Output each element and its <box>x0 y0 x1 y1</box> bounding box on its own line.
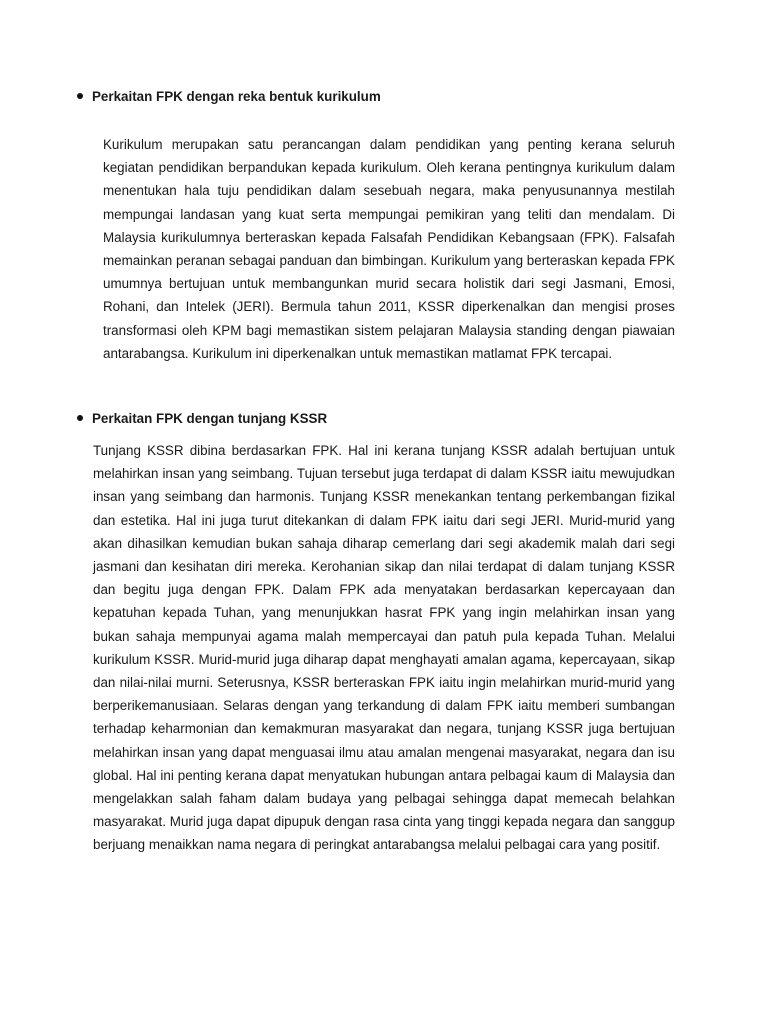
section-paragraph: Tunjang KSSR dibina berdasarkan FPK. Hal ini kerana tunjang KSSR adalah bertujuan untuk melahirkan insan yang seimbang. Tujuan tersebut juga terdapat di dalam KSSR iaitu mewujudkan insan yang seimbang dan harmonis. Tunjang KSSR menekankan tentang perkembangan fizikal dan estetika. Hal ini juga turut ditekankan di dalam FPK iaitu dari segi JERI. Murid-murid yang akan dihasilkan kemudian bukan sahaja diharap cemerlang dari segi akademik malah dari segi jasmani dan kesihatan diri mereka. Kerohanian sikap dan nilai terdapat di dalam tunjang KSSR dan begitu juga dengan FPK. Dalam FPK ada menyatakan berdasarkan kepercayaan dan kepatuhan kepada Tuhan, yang menunjukkan hasrat FPK yang ingin melahirkan insan yang bukan sahaja mempunyai agama malah mempercayai dan patuh pula kepada Tuhan. Melalui kurikulum KSSR. Murid-murid juga diharap dapat menghayati amalan agama, kepercayaan, sikap dan nilai-nilai murni. Seterusnya, KSSR berteraskan FPK iaitu ingin melahirkan murid-murid yang berperikemanusiaan. Selaras dengan yang terkandung di dalam FPK iaitu memberi sumbangan terhadap keharmonian dan kemakmuran masyarakat dan negara, tunjang KSSR juga bertujuan melahirkan insan yang dapat menguasai ilmu atau amalan mengenai masyarakat, negara dan isu global. Hal ini penting kerana dapat menyatukan hubungan antara pelbagai kaum di Malaysia dan mengelakkan salah faham dalam budaya yang pelbagai sehingga dapat memecah belahkan masyarakat. Murid juga dapat dipupuk dengan rasa cinta yang tinggi kepada negara dan sanggup berjuang menaikkan nama negara di peringkat antarabangsa melalui pelbagai cara yang positif. <box>93 443 675 853</box>
section-heading <box>77 408 768 428</box>
section-heading-text: Perkaitan FPK dengan tunjang KSSR <box>92 410 328 426</box>
section-fpk-tunjang-kssr <box>0 408 768 857</box>
section-heading-text: Perkaitan FPK dengan reka bentuk kurikulum <box>92 88 381 104</box>
section-fpk-reka-bentuk-kurikulum <box>0 86 768 365</box>
bullet-icon <box>77 415 83 421</box>
section-heading <box>77 86 768 106</box>
bullet-icon <box>77 93 83 99</box>
section-paragraph: Kurikulum merupakan satu perancangan dalam pendidikan yang penting kerana seluruh kegiatan pendidikan berpandukan kepada kurikulum. Oleh kerana pentingnya kurikulum dalam menentukan hala tuju pendidikan dalam sesebuah negara, maka penyusunannya mestilah mempungai landasan yang kuat serta mempungai pemikiran yang teliti dan mendalam. Di Malaysia kurikulumnya berteraskan kepada Falsafah Pendidikan Kebangsaan (FPK). Falsafah memainkan peranan sebagai panduan dan bimbingan. Kurikulum yang berteraskan kepada FPK umumnya bertujuan untuk membangunkan murid secara holistik dari segi Jasmani, Emosi, Rohani, dan Intelek (JERI). Bermula tahun 2011, KSSR diperkenalkan dan mengisi proses transformasi oleh KPM bagi memastikan sistem pelajaran Malaysia standing dengan piawaian antarabangsa. Kurikulum ini diperkenalkan untuk memastikan matlamat FPK tercapai. <box>103 137 675 361</box>
